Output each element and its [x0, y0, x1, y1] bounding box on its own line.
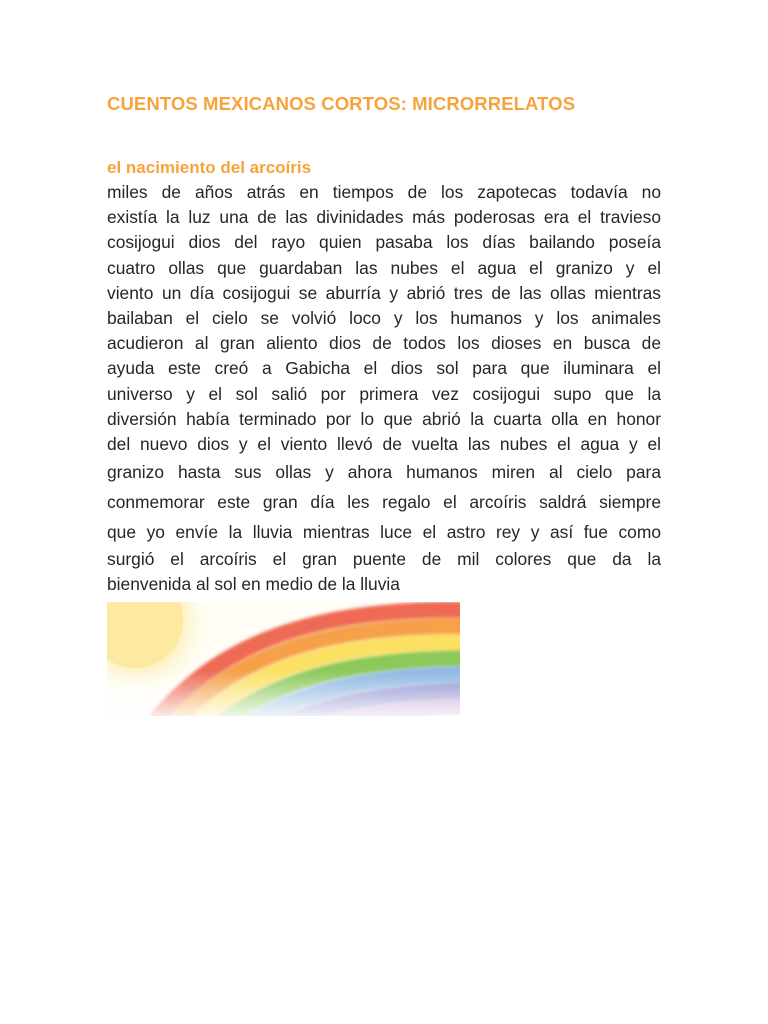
story-line: granizo hasta sus ollas y ahora humanos miren al cielo para	[107, 462, 661, 483]
story-line: cosijogui dios del rayo quien pasaba los días bailando poseía	[107, 232, 661, 253]
story-line: viento un día cosijogui se aburría y abrió tres de las ollas mientras	[107, 282, 661, 303]
story-line: conmemorar este gran día les regalo el arcoíris saldrá siempre	[107, 492, 661, 513]
rainbow-icon	[107, 602, 460, 716]
story-line: cuatro ollas que guardaban las nubes el agua el granizo y el	[107, 257, 661, 278]
story-line: ayuda este creó a Gabicha el dios sol para que iluminara el	[107, 358, 661, 379]
story-body	[107, 180, 661, 598]
story-line: diversión había terminado por lo que abrió la cuarta olla en honor	[107, 408, 661, 429]
story-line: miles de años atrás en tiempos de los zapotecas todavía no	[107, 182, 661, 202]
story-line: bienvenida al sol en medio de la lluvia	[107, 574, 400, 595]
story-line: que yo envíe la lluvia mientras luce el astro rey y así fue como	[107, 522, 661, 543]
document-title: CUENTOS MEXICANOS CORTOS: MICRORRELATOS	[107, 93, 576, 114]
story-title: el nacimiento del arcoíris	[107, 158, 312, 177]
story-line: surgió el arcoíris el gran puente de mil colores que da la	[107, 549, 661, 570]
story-line: universo y el sol salió por primera vez cosijogui supo que la	[107, 383, 661, 404]
story-section	[107, 155, 661, 598]
story-line: bailaban el cielo se volvió loco y los humanos y los animales	[107, 308, 661, 329]
rainbow-illustration	[107, 602, 460, 716]
story-line: acudieron al gran aliento dios de todos los dioses en busca de	[107, 333, 661, 354]
story-line: existía la luz una de las divinidades más poderosas era el travieso	[107, 207, 661, 228]
story-line: del nuevo dios y el viento llevó de vuelta las nubes el agua y el	[107, 434, 661, 455]
